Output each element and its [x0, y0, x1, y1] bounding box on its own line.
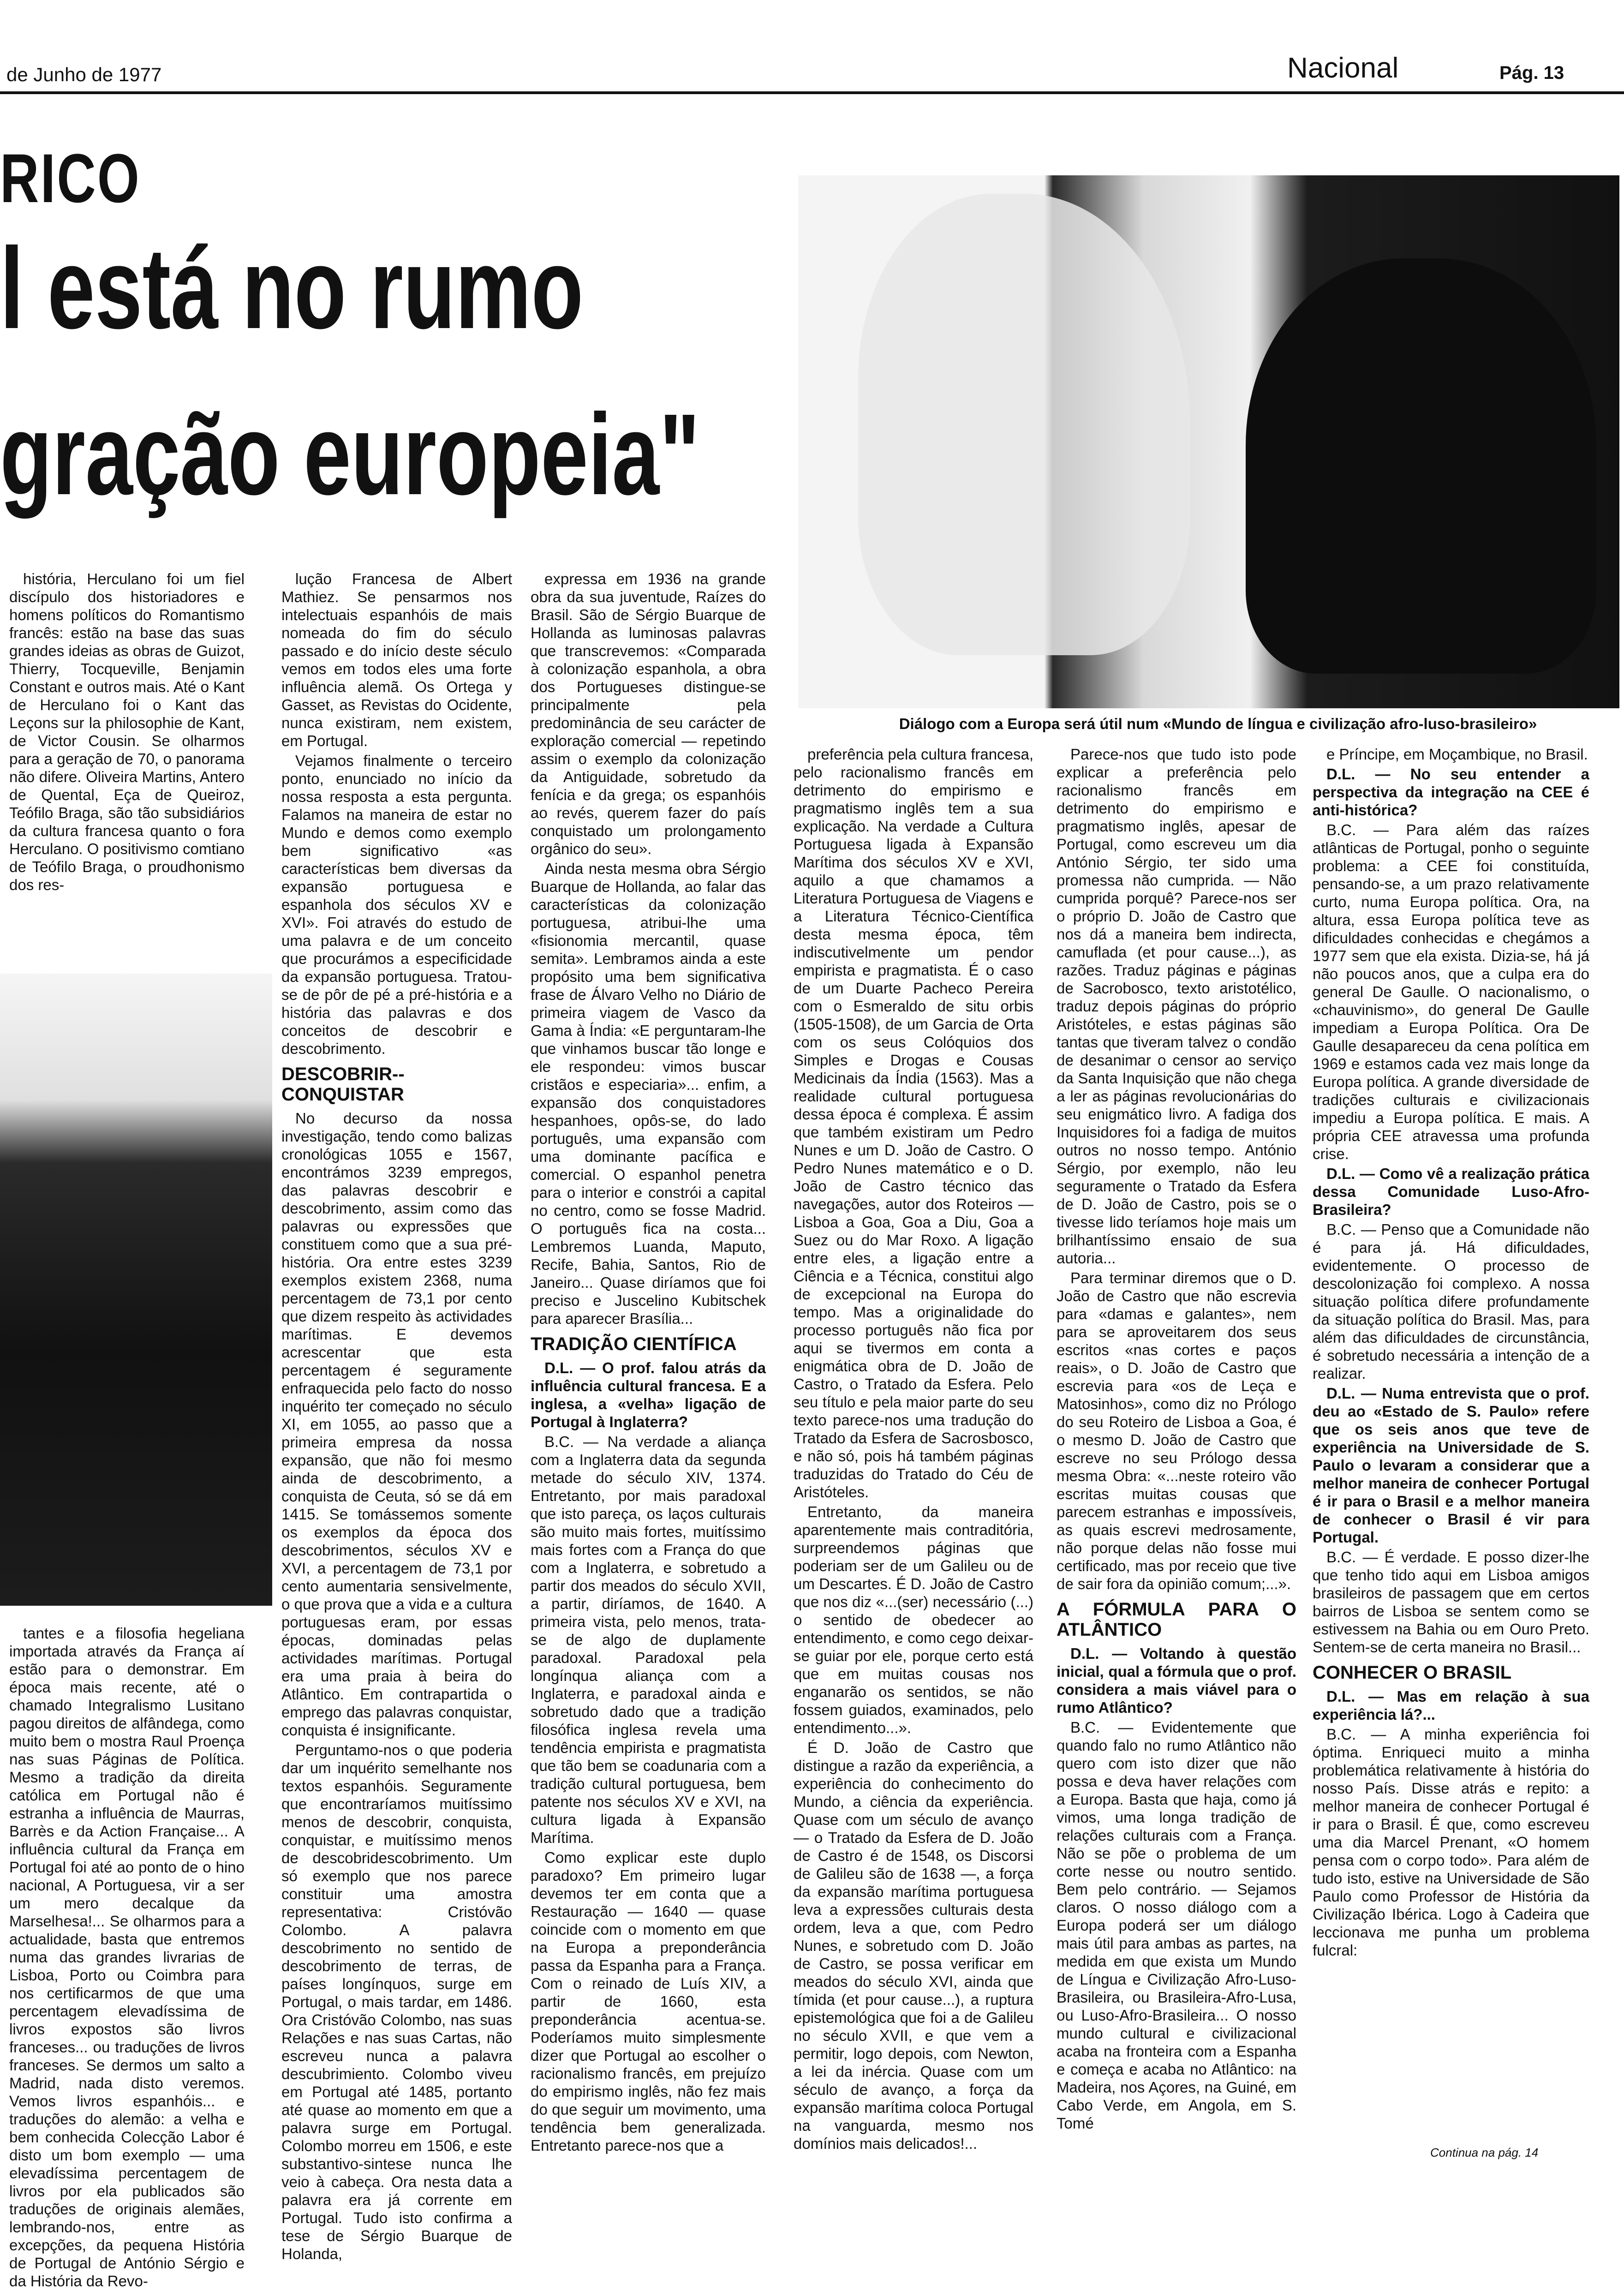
paragraph: B.C. — Na verdade a aliança com a Inglaterra data da segunda metade do século XIV, 1374. Entretanto, por mais paradoxal que isto pareça, os laços culturais são muito mais fortes, muitíssimo mais fortes com a França do que com a Inglaterra, e sobretudo a partir dos meados do século XVII, a partir, diríamos, de 1640. A primeira vista, pelo menos, trata-se de algo de duplamente paradoxal. Paradoxal pela longínqua aliança com a Inglaterra, e paradoxal ainda e sobretudo dado que a tradição filosófica inglesa revela uma tendência empirista e pragmatista que tão bem se coadunaria com a tradição cultural portuguesa, bem patente nos séculos XV e XVI, na cultura ligada à Expansão Marítima.	[531, 1433, 766, 1846]
headline-line-1: l está no rumo	[0, 224, 584, 353]
portrait-photo	[0, 974, 272, 1606]
paragraph: É D. João de Castro que distingue a razão da experiência, a experiência do conhecimento do Mundo, a ciência da experiência. Quase com um século de avanço — o Tratado da Esfera de D. João de Castro é de 1548, os Discorsi de Galileu são de 1638 —, a força da expansão marítima portuguesa leva a expressões culturais desta ordem, leva a que, com Pedro Nunes, e sobretudo com D. João de Castro, se possa verificar em meados do século XVI, ainda que tímida (et pour cause...), a ruptura epistemológica que foi a de Galileu no século XVII, e que vem a permitir, logo depois, com Newton, a lei da inércia. Quase com um século de avanço, a força da expansão marítima coloca Portugal na vanguarda, mesmo nos domínios mais delicados!...	[794, 1739, 1033, 2152]
paragraph: e Príncipe, em Moçambique, no Brasil.	[1326, 746, 1588, 763]
paragraph: B.C. — Para além das raízes atlânticas de Portugal, ponho o seguinte problema: a CEE foi constituída, pensando-se, a um prazo relativamente curto, numa Europa política. Ora, na altura, essa Europa política teve as dificuldades conhecidas e chegámos a 1977 sem que ela exista. Dizia-se, há já não poucos anos, que a culpa era do general De Gaulle. O nacionalismo, o «chauvinismo», do general De Gaulle impediam a Europa Política. Ora De Gaulle desapareceu da cena política em 1969 e estamos cada vez mais longe da Europa política. A grande diversidade de tradições culturais e civilizacionais impediu a Europa política. E mais. A própria CEE atravessa uma profunda crise.	[1313, 821, 1589, 1162]
column-3	[531, 570, 766, 2162]
paragraph: Parece-nos que tudo isto pode explicar a preferência pelo racionalismo francês em detrimento do empirismo e pragmatismo inglês, apesar de Portugal, como escreveu um dia António Sérgio, ter sido uma promessa não cumprida. — Não cumprida porquê? Parece-nos ser o próprio D. João de Castro que nos dá a maneira bem indirecta, camuflada (et pour cause...), as razões. Traduz páginas e páginas de Sacrobosco, texto aristotélico, traduz depois páginas do próprio Aristóteles, e estas páginas são tantas que tiveram talvez o condão de desanimar o censor ao serviço da Santa Inquisição que não chega a ler as páginas revolucionárias do seu enigmático livro. A fadiga dos Inquisidores foi a fadiga de muitos outros no nosso tempo. António Sérgio, por exemplo, não leu seguramente o Tratado da Esfera de D. João de Castro, pois se o tivesse lido teríamos hoje mais um brilhantíssimo ensaio de sua autoria...	[1057, 746, 1296, 1267]
interview-question: D.L. — Voltando à questão inicial, qual a fórmula que o prof. considera a mais viável para o rumo Atlântico?	[1057, 1645, 1296, 1716]
paragraph: B.C. — A minha experiência foi óptima. Enriqueci muito a minha problemática relativamente à história do nosso País. Disse atrás e repito: a melhor maneira de conhecer Portugal é ir para o Brasil. É que, como escreveu uma dia Marcel Prenant, «O homem pensa com o corpo todo». Para além de tudo isto, estive na Universidade de São Paulo como Professor de História da Civilização Ibérica. Logo à Cadeira que leccionava me punha um problema fulcral:	[1313, 1726, 1589, 1959]
paragraph: tantes e a filosofia hegeliana importada através da França aí estão para o demonstrar. Em época mais recente, até o chamado Integralismo Lusitano pagou direitos de alfândega, como muito bem o mostra Raul Proença nas suas Páginas de Política. Mesmo a tradição da direita católica em Portugal não é estranha a influência de Maurras, Barrès e da Action Française... A influência cultural da França em Portugal foi até ao ponto de o hino nacional, A Portuguesa, vir a ser um mero decalque da Marselhesa!... Se olharmos para a actualidade, basta que entremos numa das grandes livrarias de Lisboa, Porto ou Coimbra para nos certificarmos de que uma percentagem elevadíssima de livros expostos são livros franceses... ou traduções de livros franceses. Se dermos um salto a Madrid, nada disto veremos. Vemos livros espanhóis... e traduções do alemão: a velha e bem conhecida Colecção Labor é disto um bom exemplo — uma elevadíssima percentagem de livros por ela publicados são traduções de originais alemães, lembrando-nos, entre as excepções, da pequena História de Portugal de António Sérgio e da História da Revo-	[9, 1625, 245, 2290]
paragraph: No decurso da nossa investigação, tendo como balizas cronológicas 1055 e 1567, encontrámos 3239 empregos, das palavras descobrir e descobrimento, assim como das palavras ou expressões que constituem como que a sua pré-história. Ora entre estes 3239 exemplos existem 2368, numa percentagem de 73,1 por cento que dizem respeito às actividades marítimas. E devemos acrescentar que esta percentagem é seguramente enfraquecida pelo facto do nosso inquérito ter começado no século XI, em 1055, ao passo que a primeira empresa da nossa expansão, que não foi mesmo ainda de descobrimento, a conquista de Ceuta, só se dá em 1415. Se tomássemos somente os exemplos da época dos descobrimentos, séculos XV e XVI, a percentagem de 73,1 por cento aumentaria sensivelmente, o que prova que a vida e a cultura portuguesas eram, por essas épocas, dominadas pelas actividades marítimas. Portugal era uma praia à beira do Atlântico. Em contrapartida o emprego das palavras conquistar, conquista é insignificante.	[281, 1110, 512, 1739]
paragraph: história, Herculano foi um fiel discípulo dos historiadores e homens políticos do Romantismo francês: estão na base das suas grandes ideias as obras de Guizot, Thierry, Tocqueville, Benjamin Constant e outros mais. Até o Kant de Herculano foi o Kant das Leçons sur la philosophie de Kant, de Victor Cousin. Se olharmos para a geração de 70, o panorama não difere. Oliveira Martins, Antero de Quental, Eça de Queiroz, Teófilo Braga, são tão subsidiários da cultura francesa quanto o fora Herculano. O positivismo comtiano de Teófilo Braga, o proudhonismo dos res-	[9, 570, 245, 893]
paragraph: preferência pela cultura francesa, pelo racionalismo francês em detrimento do empirismo e pragmatismo inglês tem a sua explicação. Na verdade a Cultura Portuguesa ligada à Expansão Marítima dos séculos XV e XVI, aquilo a que chamamos a Literatura Portuguesa de Viagens e a Literatura Técnico-Científica desta mesma época, têm indiscutivelmente um pendor empirista e pragmatista. É o caso de um Duarte Pacheco Pereira com o Esmeraldo de situ orbis (1505-1508), de um Garcia de Orta com os seus Colóquios dos Simples e Drogas e Cousas Medicinais da Índia (1563). Mas a realidade cultural portuguesa dessa época é complexa. É assim que também existiram um Pedro Nunes e um D. João de Castro. O Pedro Nunes matemático e o D. João de Castro técnico das navegações, autor dos Roteiros — Lisboa a Goa, Goa a Diu, Goa a Suez ou do Mar Roxo. A ligação entre eles, a ligação entre a Ciência e a Técnica, constitui algo de excepcional na Europa do tempo. Mas a originalidade do processo português não fica por aqui se tivermos em conta a enigmática obra de D. João de Castro, o Tratado da Esfera. Pelo seu título e pela maior parte do seu texto parece-nos uma tradução do Tratado da Esfera de Sacrosbosco, e não só, pois há também páginas traduzidas do Tratado do Céu de Aristóteles.	[794, 746, 1033, 1501]
subheading: A FÓRMULA PARA O ATLÂNTICO	[1057, 1599, 1296, 1640]
article-kicker: RICO	[0, 139, 141, 217]
column-5	[1057, 745, 1296, 2162]
header-date: de Junho de 1977	[6, 64, 162, 85]
subheading: TRADIÇÃO CIENTÍFICA	[531, 1334, 737, 1354]
header-rule	[0, 91, 1624, 94]
subheading: DESCOBRIR--CONQUISTAR	[281, 1064, 405, 1105]
interview-question: D.L. — Mas em relação à sua experiência lá?...	[1313, 1688, 1589, 1723]
headline-line-2: gração europeia"	[0, 390, 700, 519]
paragraph: B.C. — Penso que a Comunidade não é para já. Há dificuldades, evidentemente. O processo de descolonização foi complexo. A nossa situação política difere profundamente da situação política do Brasil. Mas, para além das dificuldades de circunstância, é sobretudo necessária a intenção de a realizar.	[1313, 1221, 1589, 1382]
column-6	[1313, 745, 1589, 2143]
paragraph: expressa em 1936 na grande obra da sua juventude, Raízes do Brasil. São de Sérgio Buarque de Hollanda as luminosas palavras que transcrevemos: «Comparada à colonização espanhola, a obra dos Portugueses distingue-se principalmente pela predominância de seu carácter de exploração comercial — repetindo assim o exemplo da colonização da Antiguidade, sobretudo da fenícia e da grega; os espanhóis ao revés, querem fazer do país conquistado um prolongamento orgânico do seu».	[531, 570, 766, 857]
column-1-top	[9, 570, 245, 971]
subheading: CONHECER O BRASIL	[1313, 1662, 1512, 1683]
continued-note: Continua na pág. 14	[1430, 2146, 1539, 2159]
paragraph: Perguntamo-nos o que poderia dar um inquérito semelhante nos textos espanhóis. Seguramente que encontraríamos muitíssimo menos de descobrir, conquista, conquistar, e muitíssimo menos de descobridescobrimento. Um só exemplo que nos parece constituir uma amostra representativa: Cristóvão Colombo. A palavra descobrimento no sentido de descobrimento de terras, de países longínquos, surge em Portugal, o mais tardar, em 1486. Ora Cristóvão Colombo, nas suas Relações e nas suas Cartas, não escreveu nunca a palavra descubrimiento. Colombo viveu em Portugal até 1485, portanto até quase ao momento em que a palavra surge em Portugal. Colombo morreu em 1506, e este substantivo-sintese nunca lhe veio à cabeça. Ora nesta data a palavra era já corrente em Portugal. Tudo isto confirma a tese de Sérgio Buarque de Holanda,	[281, 1741, 512, 2262]
paragraph: B.C. — Evidentemente que quando falo no rumo Atlântico não quero com isto dizer que não possa e deva haver relações com a Europa. Basta que haja, como já vimos, uma longa tradição de relações culturais com a França. Não se põe o problema de um corte nesse ou noutro sentido. Bem pelo contrário. — Sejamos claros. O nosso diálogo com a Europa poderá ser um diálogo mais útil para ambas as partes, na medida em que exista um Mundo de Língua e Civilização Afro-Luso-Brasileira, ou Brasileira-Afro-Lusa, ou Luso-Afro-Brasileira... O nosso mundo cultural e civilizacional acaba na fronteira com a Espanha e começa e acaba no Atlântico: na Madeira, nos Açores, na Guiné, em Cabo Verde, em Angola, em S. Tomé	[1057, 1719, 1296, 2132]
column-4	[794, 745, 1033, 2162]
column-2	[281, 570, 512, 2262]
section-title: Nacional	[1287, 52, 1399, 84]
interview-question: D.L. — Como vê a realização prática dessa Comunidade Luso-Afro-Brasileira?	[1313, 1165, 1589, 1218]
paragraph: Vejamos finalmente o terceiro ponto, enunciado no início da nossa resposta a esta pergunta. Falamos na maneira de estar no Mundo e demos como exemplo bem significativo «as características bem diversas da expansão portuguesa e espanhola dos séculos XV e XVI». Foi através do estudo de uma palavra e de um conceito que procurámos a especificidade da expansão portuguesa. Tratou-se de pôr de pé a pré-história e a história das palavras e dos conceitos de descobrir e descobrimento.	[281, 752, 512, 1057]
photo-figure-woman	[858, 194, 1190, 655]
column-1-bottom	[9, 1624, 245, 2290]
paragraph: Ainda nesta mesma obra Sérgio Buarque de Hollanda, ao falar das características da colonização portuguesa, atribui-lhe uma «fisionomia mercantil, quase semita». Lembramos ainda a este propósito uma bem significativa frase de Álvaro Velho no Diário de primeira viagem de Vasco da Gama à Índia: «E perguntaram-lhe que vinhamos buscar tão longe e ele respondeu: vimos buscar cristãos e especiaria»... enfim, a expansão dos conquistadores hespanhoes, opôs-se, do lado português, uma expansão com uma dominante pacífica e comercial. O espanhol penetra para o interior e constrói a capital no centro, como se fosse Madrid. O português fica na costa... Lembremos Luanda, Maputo, Recife, Bahia, Santos, Rio de Janeiro... Quase diríamos que foi preciso e Juscelino Kubitschek para aparecer Brasília...	[531, 860, 766, 1327]
interview-question: D.L. — O prof. falou atrás da influência cultural francesa. E a inglesa, a «velha» ligação de Portugal à Inglaterra?	[531, 1359, 766, 1430]
paragraph: Como explicar este duplo paradoxo? Em primeiro lugar devemos ter em conta que a Restauração — 1640 — quase coincide com o momento em que na Europa a preponderância passa da Espanha para a França. Com o reinado de Luís XIV, a partir de 1660, esta preponderância acentua-se. Poderíamos muito simplesmente dizer que Portugal ao escolher o racionalismo francês, em prejuízo do empirismo inglês, não fez mais do que seguir um movimento, uma tendência bem generalizada. Entretanto parece-nos que a	[531, 1849, 766, 2154]
interview-question: D.L. — Numa entrevista que o prof. deu ao «Estado de S. Paulo» refere que os seis anos que teve de experiência na Universidade de S. Paulo o levaram a considerar que a melhor maneira de conhecer Portugal é ir para o Brasil e a melhor maneira de conhecer o Brasil é vir para Portugal.	[1313, 1385, 1589, 1546]
paragraph: B.C. — É verdade. E posso dizer-lhe que tenho tido aqui em Lisboa amigos brasileiros de passagem que em certos bairros de Lisboa se sentem como se estivessem na Bahia ou em Ouro Preto. Sentem-se de certa maneira no Brasil...	[1313, 1549, 1589, 1656]
photo-figure-man	[1246, 258, 1596, 674]
paragraph: Entretanto, da maneira aparentemente mais contraditória, surpreendemos páginas que poderiam ser de um Galileu ou de um Descartes. É D. João de Castro que nos diz «...(ser) necessário (...) o sentido de obedecer ao entendimento, e como cego deixar-se guiar por ele, porque certo está que em muitas cousas nos enganarão os sentidos, se não fossem guiados, examinados, pelo entendimento...».	[794, 1503, 1033, 1736]
photo-caption: Diálogo com a Europa será útil num «Mundo de língua e civilização afro-luso-brasileiro»	[899, 715, 1537, 732]
page-number: Pág. 13	[1499, 63, 1564, 83]
paragraph: Para terminar diremos que o D. João de Castro que não escrevia para «damas e galantes», nem para se aproveitarem dos seus escritos «nas cortes e paços reais», o D. João de Castro que escrevia para «os de Leça e Matosinhos», como diz no Prólogo do seu Roteiro de Lisboa a Goa, é o mesmo D. João de Castro que escreve no seu Prólogo dessa mesma Obra: «...neste roteiro vão escritas muitas cousas que parecem estranhas e impossíveis, as quais escrevi medrosamente, não porque delas não fosse mui certificado, mas por receio que tive de sair fora da opinião comum;...».	[1057, 1269, 1296, 1592]
paragraph: lução Francesa de Albert Mathiez. Se pensarmos nos intelectuais espanhóis de mais nomeada do fim do século passado e do início deste século vemos em todos eles uma forte influência alemã. Os Ortega y Gasset, as Revistas do Ocidente, nunca existiram, nem existem, em Portugal.	[281, 570, 512, 749]
interview-question: D.L. — No seu entender a perspectiva da integração na CEE é anti-histórica?	[1313, 765, 1589, 819]
